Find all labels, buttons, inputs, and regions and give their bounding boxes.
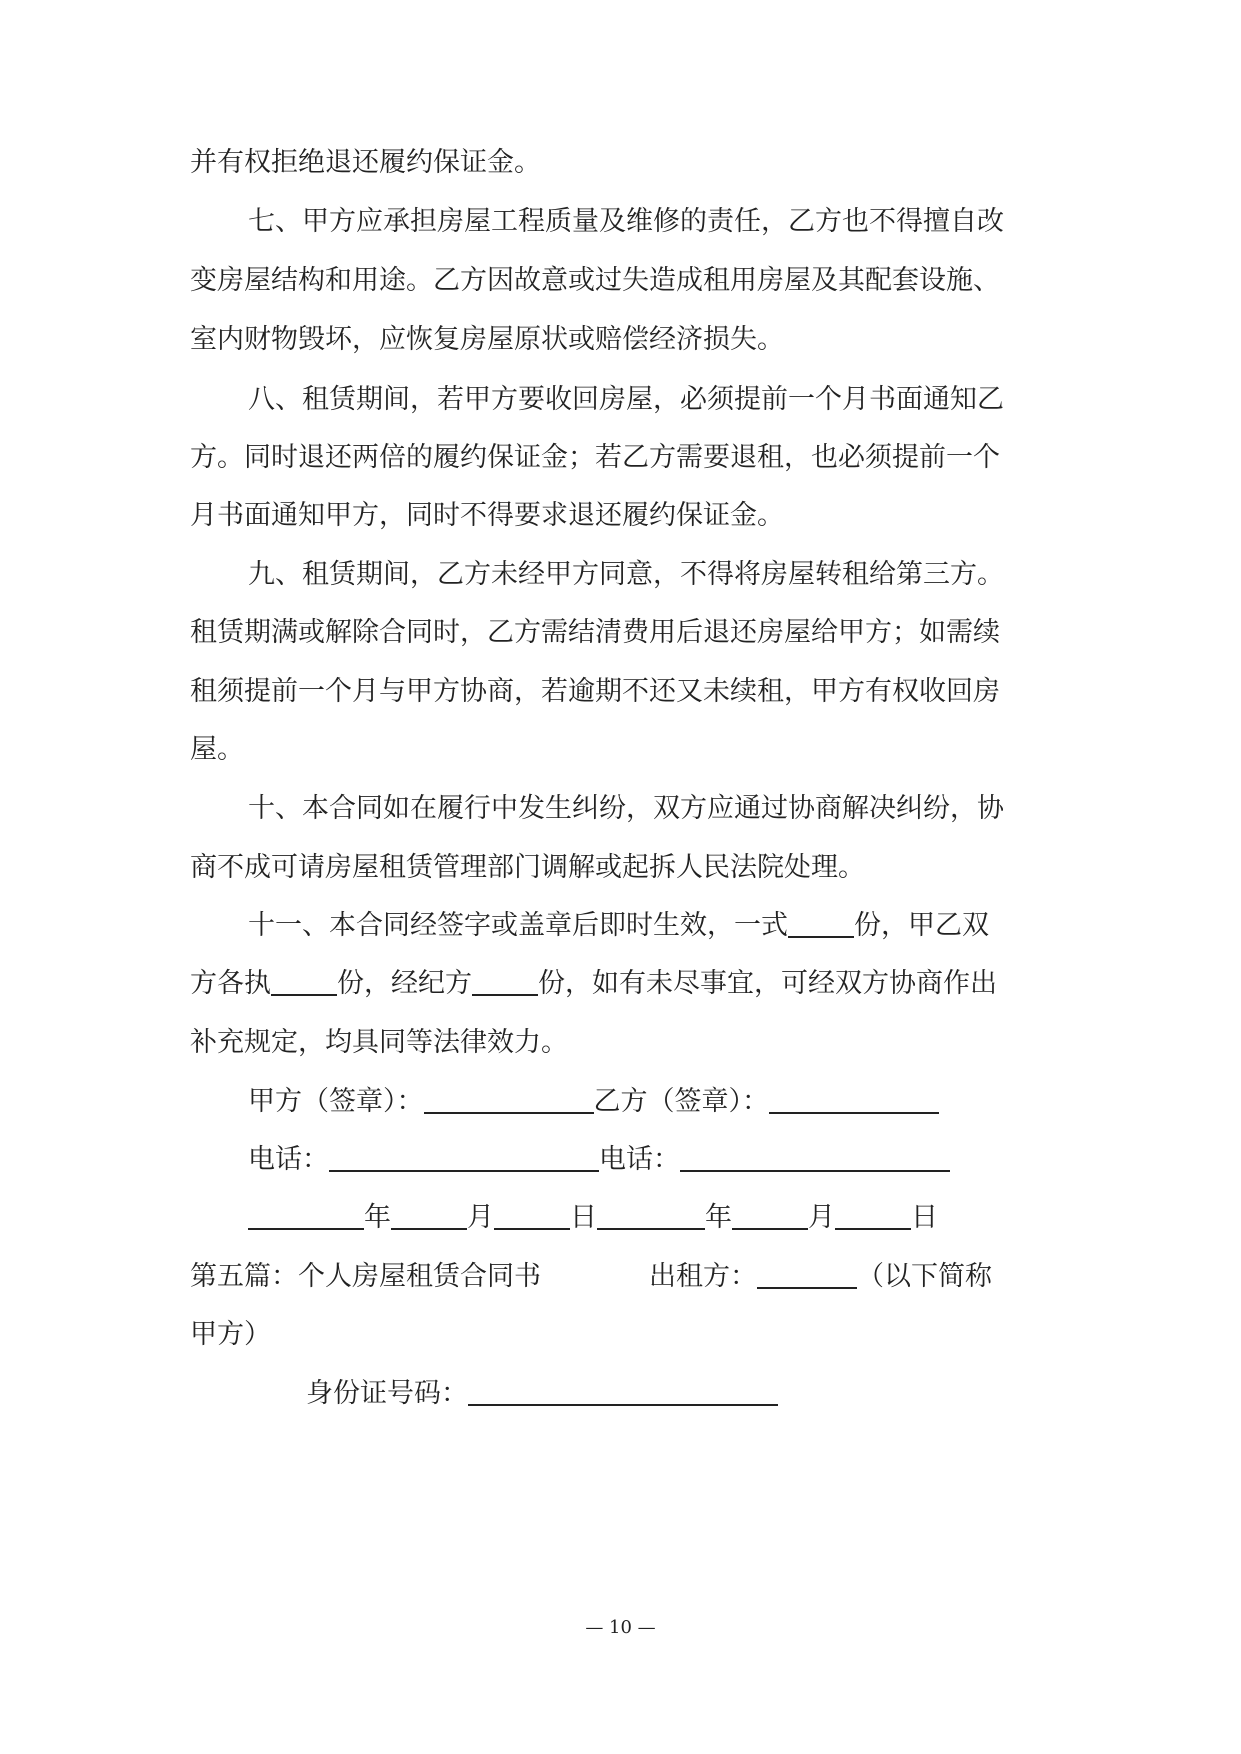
- party-a-phone-label: 电话：: [248, 1144, 329, 1175]
- paragraph-line: 并有权拒绝退还履约保证金。: [190, 147, 541, 178]
- paragraph-line: 变房屋结构和用途。乙方因故意或过失造成租用房屋及其配套设施、: [190, 265, 1000, 296]
- party-a-month-blank[interactable]: [391, 1202, 467, 1230]
- paragraph-line: 租须提前一个月与甲方协商，若逾期不还又未续租，甲方有权收回房: [190, 676, 1000, 707]
- lessor-name-blank[interactable]: [757, 1261, 857, 1289]
- page-number: — 10 —: [585, 1617, 656, 1638]
- id-number-line: [306, 1374, 778, 1414]
- paragraph-line: 方。同时退还两倍的履约保证金；若乙方需要退租，也必须提前一个: [190, 442, 1000, 473]
- copies-agent-blank[interactable]: [472, 968, 538, 996]
- day-label: 日: [570, 1202, 597, 1233]
- year-label: 年: [705, 1202, 732, 1233]
- paragraph-text: 份，如有未尽事宜，可经双方协商作出: [538, 968, 997, 999]
- paragraph-line: 甲方）: [190, 1319, 271, 1350]
- paragraph-text: 份，甲乙双: [854, 910, 989, 941]
- party-a-year-blank[interactable]: [248, 1202, 364, 1230]
- party-a-seal-blank[interactable]: [424, 1086, 594, 1114]
- party-b-seal-blank[interactable]: [769, 1086, 939, 1114]
- paragraph-line: [190, 964, 997, 1004]
- paragraph-line: 月书面通知甲方，同时不得要求退还履约保证金。: [190, 500, 784, 531]
- copies-total-blank[interactable]: [788, 910, 854, 938]
- lessor-suffix: （以下简称: [857, 1261, 992, 1292]
- copies-each-party-blank[interactable]: [271, 968, 337, 996]
- paragraph-line: 八、租赁期间，若甲方要收回房屋，必须提前一个月书面通知乙: [248, 384, 1004, 415]
- party-a-phone-blank[interactable]: [329, 1144, 599, 1172]
- date-line: [248, 1198, 938, 1238]
- year-label: 年: [364, 1202, 391, 1233]
- party-b-month-blank[interactable]: [732, 1202, 808, 1230]
- day-label: 日: [911, 1202, 938, 1233]
- party-b-phone-blank[interactable]: [680, 1144, 950, 1172]
- paragraph-line: 商不成可请房屋租赁管理部门调解或起拆人民法院处理。: [190, 852, 865, 883]
- party-b-day-blank[interactable]: [835, 1202, 911, 1230]
- party-a-day-blank[interactable]: [494, 1202, 570, 1230]
- id-number-label: 身份证号码：: [306, 1378, 468, 1409]
- paragraph-line: 七、甲方应承担房屋工程质量及维修的责任，乙方也不得擅自改: [248, 206, 1004, 237]
- section-title: 第五篇：个人房屋租赁合同书: [190, 1261, 541, 1292]
- paragraph-text: 十一、本合同经签字或盖章后即时生效，一式: [248, 910, 788, 941]
- paragraph-line: 十、本合同如在履行中发生纠纷，双方应通过协商解决纠纷，协: [248, 793, 1004, 824]
- id-number-blank[interactable]: [468, 1378, 778, 1406]
- paragraph-line: 屋。: [190, 734, 244, 765]
- paragraph-line: [248, 906, 989, 946]
- lessor-label: 出租方：: [649, 1261, 757, 1292]
- paragraph-line: 九、租赁期间，乙方未经甲方同意，不得将房屋转租给第三方。: [248, 559, 1004, 590]
- phone-line: [248, 1140, 950, 1180]
- month-label: 月: [808, 1202, 835, 1233]
- month-label: 月: [467, 1202, 494, 1233]
- paragraph-text: 方各执: [190, 968, 271, 999]
- party-b-seal-label: 乙方（签章）：: [593, 1086, 769, 1117]
- party-b-phone-label: 电话：: [599, 1144, 680, 1175]
- section-title-line: [190, 1257, 992, 1297]
- paragraph-line: 补充规定，均具同等法律效力。: [190, 1027, 568, 1058]
- paragraph-line: 室内财物毁坏，应恢复房屋原状或赔偿经济损失。: [190, 324, 784, 355]
- party-a-seal-label: 甲方（签章）：: [248, 1086, 424, 1117]
- paragraph-text: 份，经纪方: [337, 968, 472, 999]
- party-b-year-blank[interactable]: [597, 1202, 705, 1230]
- signature-line: [248, 1082, 939, 1122]
- paragraph-line: 租赁期满或解除合同时，乙方需结清费用后退还房屋给甲方；如需续: [190, 617, 1000, 648]
